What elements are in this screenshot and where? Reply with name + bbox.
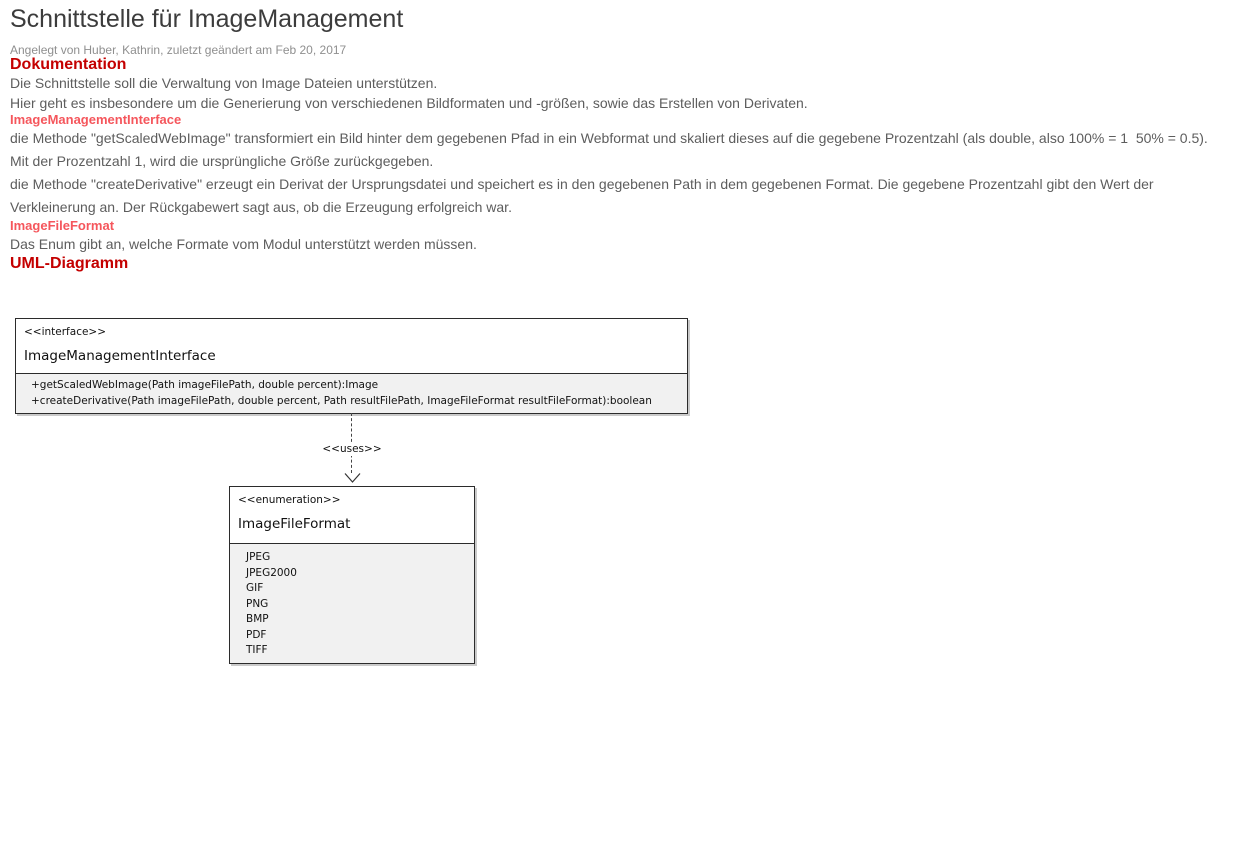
uml-diagram bbox=[10, 318, 1227, 674]
uml-enum-value: PNG bbox=[246, 597, 269, 610]
enum-paragraph: Das Enum gibt an, welche Formate vom Modul unterstützt werden müssen. bbox=[10, 236, 477, 252]
uml-interface-box bbox=[15, 318, 688, 414]
uml-enum-value: JPEG bbox=[246, 551, 271, 563]
section-heading-uml-diagramm: UML-Diagramm bbox=[10, 255, 129, 272]
subsection-heading-imagemanagementinterface: ImageManagementInterface bbox=[10, 112, 182, 127]
uml-enum-value: GIF bbox=[246, 582, 264, 594]
uml-interface-methods bbox=[16, 373, 687, 413]
uml-enum-value: BMP bbox=[246, 613, 269, 625]
section-heading-dokumentation: Dokumentation bbox=[10, 56, 127, 73]
uml-method: +getScaledWebImage(Path imageFilePath, double percent):Image bbox=[31, 379, 379, 391]
open-arrowhead-icon bbox=[344, 473, 361, 483]
uml-enum-value: PDF bbox=[246, 628, 267, 641]
uml-enum-name: ImageFileFormat bbox=[238, 516, 351, 532]
page-title: Schnittstelle für ImageManagement bbox=[10, 5, 404, 33]
intro-line-1: Die Schnittstelle soll die Verwaltung von Image Dateien unterstützen. bbox=[10, 75, 438, 91]
uml-interface-name: ImageManagementInterface bbox=[24, 348, 216, 364]
intro-paragraph bbox=[10, 73, 1227, 113]
uml-enum-values bbox=[230, 543, 474, 663]
uml-enum-box bbox=[229, 486, 475, 664]
subsection-heading-imagefileformat: ImageFileFormat bbox=[10, 218, 115, 233]
createderivative-paragraph: die Methode "createDerivative" erzeugt ein Derivat der Ursprungsdatei und speichert es in den gegebenen Path in dem gegebenen Format. Die gegebene Prozentzahl gibt den Wert der Verkleinerung an. Der Rückgabewert sagt aus, ob die Erzeugung erfolgreich war. bbox=[10, 176, 1158, 215]
uml-method: +createDerivative(Path imageFilePath, double percent, Path resultFilePath, ImageFileFormat resultFileFormat):boolean bbox=[31, 395, 652, 407]
getscaledwebimage-paragraph: die Methode "getScaledWebImage" transformiert ein Bild hinter dem gegebenen Pfad in ein Webformat und skaliert dieses auf die gegebene Prozentzahl (als double, also 100% = 1 50% = 0.5). Mit der Prozentzahl 1, wird die ursprüngliche Größe zurückgegeben. bbox=[10, 130, 1212, 169]
uml-enum-value: JPEG2000 bbox=[246, 566, 297, 579]
uml-interface-header bbox=[16, 319, 687, 373]
uml-enum-value: TIFF bbox=[246, 644, 268, 656]
uml-interface-stereotype: <<interface>> bbox=[24, 326, 107, 338]
uml-enum-header bbox=[230, 487, 474, 543]
uml-enum-stereotype: <<enumeration>> bbox=[238, 494, 341, 506]
page-content bbox=[0, 5, 1237, 674]
uses-label: <<uses>> bbox=[322, 443, 382, 455]
intro-line-2: Hier geht es insbesondere um die Generierung von verschiedenen Bildformaten und -größen, sowie das Erstellen von Derivaten. bbox=[10, 95, 808, 111]
byline: Angelegt von Huber, Kathrin, zuletzt geändert am Feb 20, 2017 bbox=[10, 43, 347, 57]
